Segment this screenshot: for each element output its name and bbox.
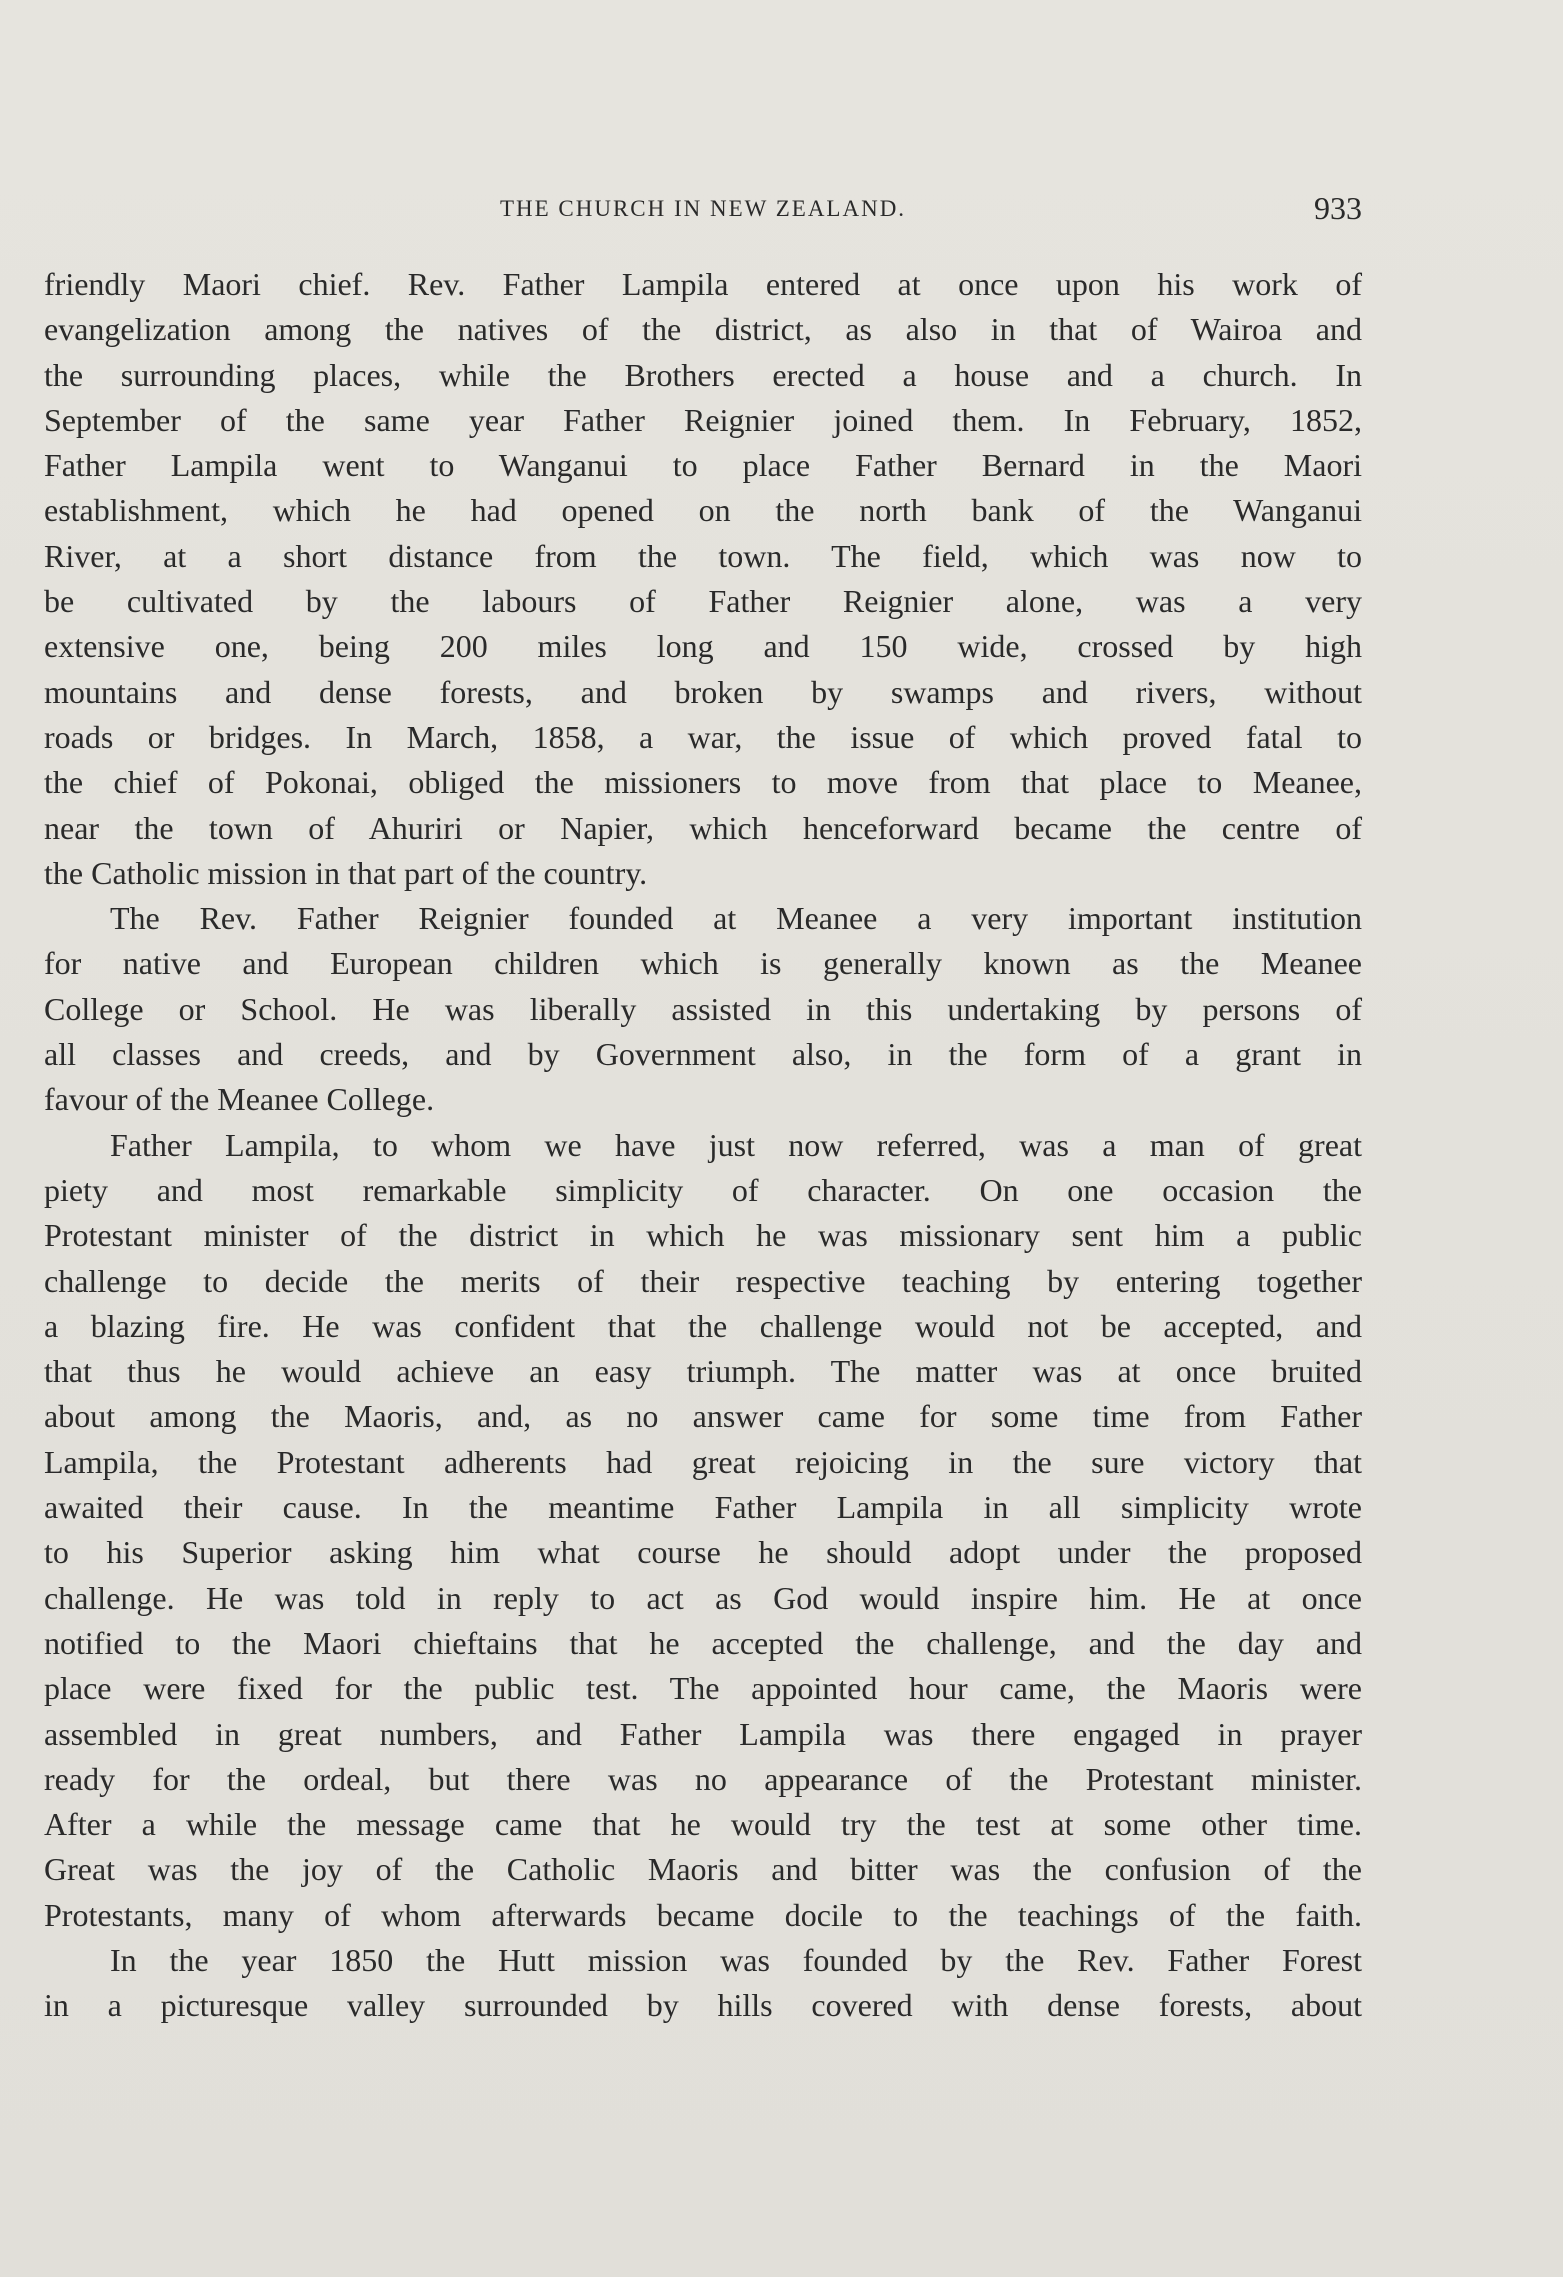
text-line: friendly Maori chief. Rev. Father Lampila entered at once upon his work of <box>44 266 1362 302</box>
text-line: ready for the ordeal, but there was no appearance of the Protestant minister. <box>44 1760 1362 1797</box>
text-line: in a picturesque valley surrounded by hills covered with dense forests, about <box>44 1987 1362 2024</box>
text-line: September of the same year Father Reignier joined them. In February, 1852, <box>44 401 1362 438</box>
text-line: the surrounding places, while the Brothers erected a house and a church. In <box>44 356 1362 393</box>
paragraph-first-line: In the year 1850 the Hutt mission was founded by the Rev. Father Forest <box>110 1941 1362 1978</box>
text-line: Protestant minister of the district in which he was missionary sent him a public <box>44 1217 1362 1254</box>
text-line: mountains and dense forests, and broken by swamps and rivers, without <box>44 673 1362 710</box>
text-line: that thus he would achieve an easy triumph. The matter was at once bruited <box>44 1353 1362 1390</box>
text-line: near the town of Ahuriri or Napier, which henceforward became the centre of <box>44 809 1362 846</box>
text-line: place were fixed for the public test. The appointed hour came, the Maoris were <box>44 1670 1362 1707</box>
text-line: a blazing fire. He was confident that the challenge would not be accepted, and <box>44 1307 1362 1344</box>
paragraph-end-line: Protestants, many of whom afterwards became docile to the teachings of the faith. <box>44 1896 1362 1933</box>
text-line: awaited their cause. In the meantime Father Lampila in all simplicity wrote <box>44 1489 1362 1526</box>
paragraph-first-line: The Rev. Father Reignier founded at Meanee a very important institution <box>110 900 1362 937</box>
text-line: Great was the joy of the Catholic Maoris and bitter was the confusion of the <box>44 1851 1362 1888</box>
text-line: to his Superior asking him what course he should adopt under the proposed <box>44 1534 1362 1571</box>
text-line: challenge to decide the merits of their respective teaching by entering together <box>44 1262 1362 1299</box>
text-line: assembled in great numbers, and Father Lampila was there engaged in prayer <box>44 1715 1362 1752</box>
body-text <box>44 262 1362 2029</box>
text-line: be cultivated by the labours of Father Reignier alone, was a very <box>44 583 1362 620</box>
paragraph-first-line: Father Lampila, to whom we have just now referred, was a man of great <box>110 1126 1362 1163</box>
paragraph-end-line: favour of the Meanee College. <box>44 1081 435 1118</box>
paragraph-end-line: the Catholic mission in that part of the country. <box>44 854 648 891</box>
running-title: THE CHURCH IN NEW ZEALAND. <box>499 196 907 221</box>
text-line: notified to the Maori chieftains that he accepted the challenge, and the day and <box>44 1624 1362 1661</box>
text-line: Lampila, the Protestant adherents had great rejoicing in the sure victory that <box>44 1443 1362 1480</box>
text-line: for native and European children which is generally known as the Meanee <box>44 945 1362 982</box>
text-line: roads or bridges. In March, 1858, a war, the issue of which proved fatal to <box>44 718 1362 755</box>
text-line: about among the Maoris, and, as no answer came for some time from Father <box>44 1398 1362 1435</box>
text-line: all classes and creeds, and by Government also, in the form of a grant in <box>44 1036 1362 1073</box>
running-head <box>44 190 1362 230</box>
text-line: River, at a short distance from the town. The field, which was now to <box>44 537 1362 574</box>
text-line: extensive one, being 200 miles long and 150 wide, crossed by high <box>44 628 1362 665</box>
text-line: challenge. He was told in reply to act as God would inspire him. He at once <box>44 1579 1362 1616</box>
text-line: establishment, which he had opened on the north bank of the Wanganui <box>44 492 1362 529</box>
text-line: Father Lampila went to Wanganui to place Father Bernard in the Maori <box>44 447 1362 484</box>
page-number: 933 <box>1314 190 1362 226</box>
text-line: piety and most remarkable simplicity of character. On one occasion the <box>44 1171 1362 1208</box>
text-line: the chief of Pokonai, obliged the missioners to move from that place to Meanee, <box>44 764 1362 801</box>
text-line: After a while the message came that he would try the test at some other time. <box>44 1806 1362 1843</box>
text-line: evangelization among the natives of the district, as also in that of Wairoa and <box>44 311 1362 348</box>
text-line: College or School. He was liberally assisted in this undertaking by persons of <box>44 990 1362 1027</box>
